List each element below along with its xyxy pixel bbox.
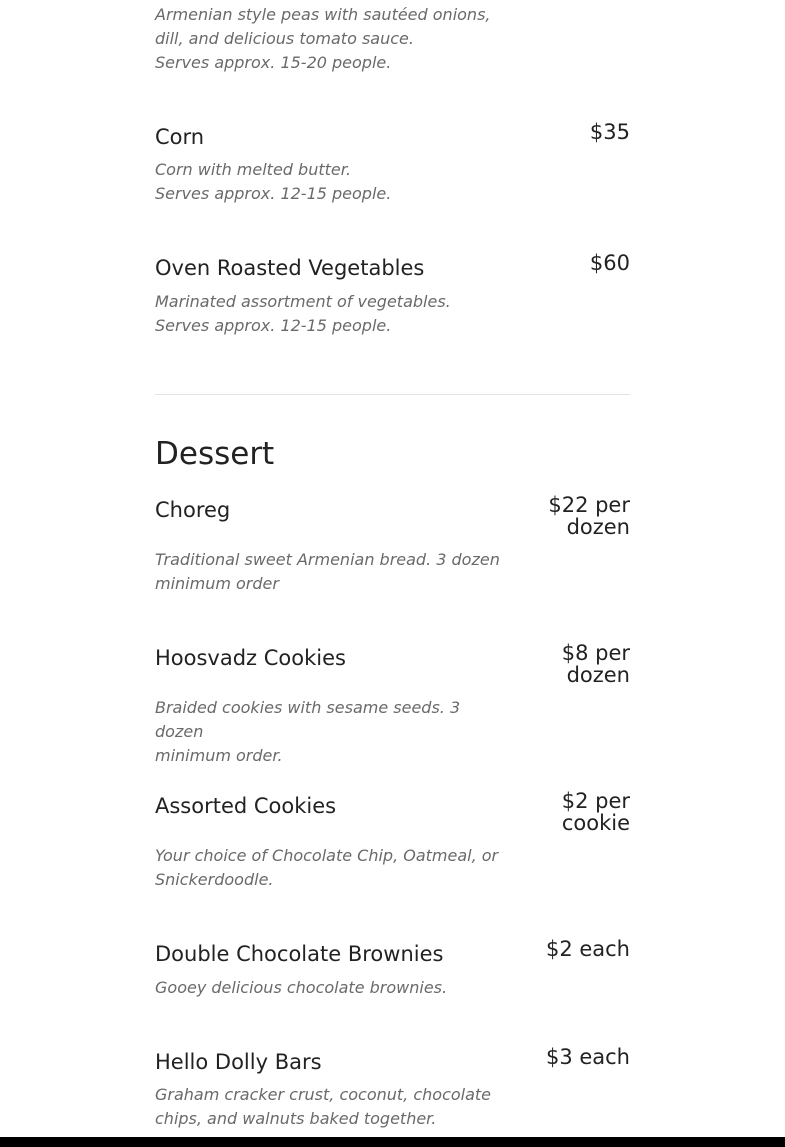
item-price	[510, 642, 630, 686]
description-line: Serves approx. 12-15 people.	[155, 316, 392, 335]
section-title-dessert: Dessert	[155, 436, 275, 472]
price-line: $35	[589, 120, 630, 144]
price-line: dozen	[566, 663, 630, 687]
description-line: Graham cracker crust, coconut, chocolate	[155, 1085, 492, 1104]
item-price	[510, 252, 630, 274]
price-line: $3 each	[545, 1045, 630, 1069]
item-description	[155, 696, 500, 768]
description-line: Serves approx. 12-15 people.	[155, 184, 392, 203]
item-price	[510, 1046, 630, 1068]
description-line: Corn with melted butter.	[155, 160, 351, 179]
item-name: Oven Roasted Vegetables	[155, 256, 425, 280]
description-line: Braided cookies with sesame seeds. 3 dozen	[155, 698, 461, 741]
item-name: Double Chocolate Brownies	[155, 942, 444, 966]
item-description	[155, 844, 500, 892]
description-line: Serves approx. 15-20 people.	[155, 53, 392, 72]
price-line: $2 per	[561, 789, 630, 813]
price-line: cookie	[561, 811, 630, 835]
item-price	[510, 121, 630, 143]
description-line: Your choice of Chocolate Chip, Oatmeal, or	[155, 846, 499, 865]
price-line: $2 each	[545, 937, 630, 961]
description-line: chips, and walnuts baked together.	[155, 1109, 437, 1128]
price-line: $22 per	[548, 493, 630, 517]
description-line: dill, and delicious tomato sauce.	[155, 29, 414, 48]
item-price	[510, 938, 630, 960]
price-line: $60	[589, 251, 630, 275]
item-name: Hello Dolly Bars	[155, 1050, 322, 1074]
description-line: minimum order	[155, 574, 279, 593]
item-description	[155, 976, 500, 1000]
item-description	[155, 158, 500, 206]
item-name: Assorted Cookies	[155, 794, 337, 818]
description-line: minimum order.	[155, 746, 283, 765]
description-line: Traditional sweet Armenian bread. 3 dozen	[155, 550, 500, 569]
description-line: Marinated assortment of vegetables.	[155, 292, 451, 311]
item-price	[510, 790, 630, 834]
price-line: dozen	[566, 515, 630, 539]
item-description	[155, 290, 500, 338]
item-description	[155, 548, 500, 596]
bottom-bar	[0, 1137, 785, 1147]
item-price	[510, 494, 630, 538]
section-divider	[155, 394, 630, 395]
item-description	[155, 1083, 500, 1131]
description-line: Armenian style peas with sautéed onions,	[155, 5, 491, 24]
item-name: Hoosvadz Cookies	[155, 646, 346, 670]
description-line: Snickerdoodle.	[155, 870, 274, 889]
item-name: Corn	[155, 125, 205, 149]
description-line: Gooey delicious chocolate brownies.	[155, 978, 448, 997]
item-name: Choreg	[155, 498, 231, 522]
item-description	[155, 3, 500, 75]
price-line: $8 per	[561, 641, 630, 665]
